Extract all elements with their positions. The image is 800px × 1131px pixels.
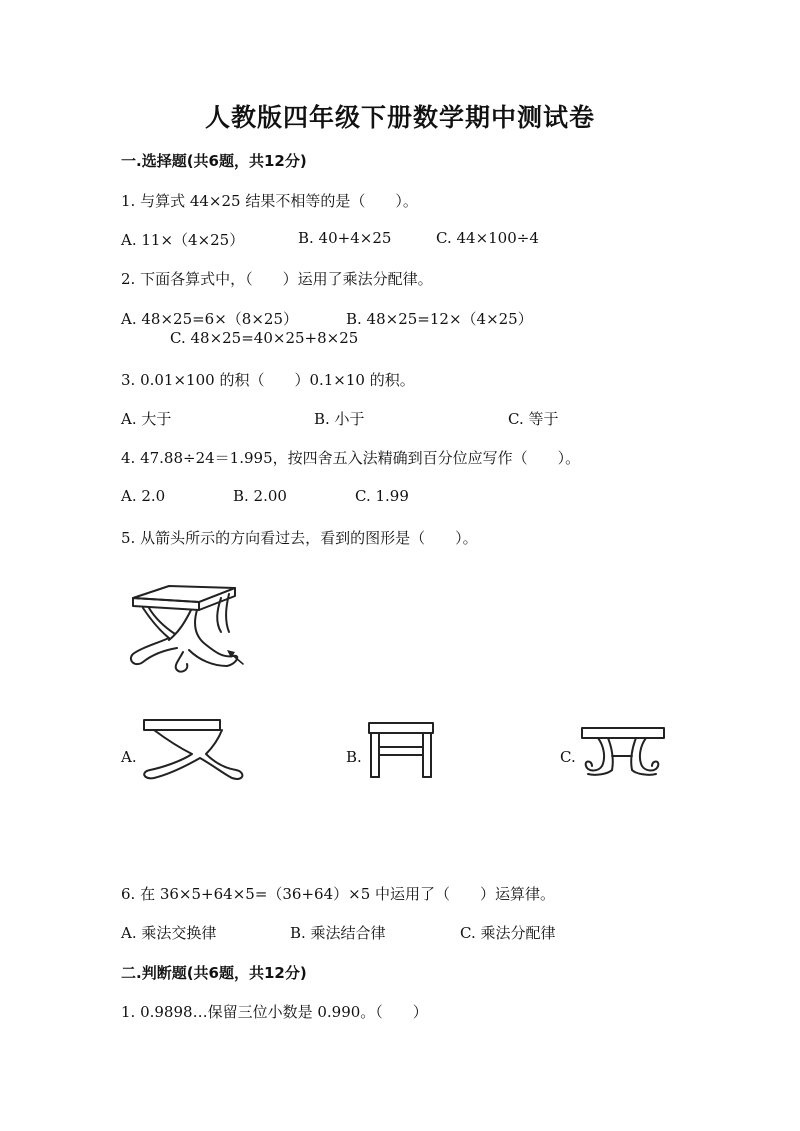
q6-option-c: C. 乘法分配律 <box>460 924 556 942</box>
q1-option-c: C. 44×100÷4 <box>436 229 539 247</box>
front-view-option-c-figure <box>578 722 678 792</box>
q6-option-a: A. 乘法交换律 <box>121 924 217 942</box>
q5-option-c: C. <box>560 748 576 766</box>
question-4: 4. 47.88÷24＝1.995，按四舍五入法精确到百分位应写作（ ）。 <box>121 449 581 467</box>
q3-option-c: C. 等于 <box>508 410 559 428</box>
question-5: 5. 从箭头所示的方向看过去，看到的图形是（ ）。 <box>121 529 478 547</box>
q2-option-b: B. 48×25=12×（4×25） <box>346 310 533 328</box>
q6-option-b: B. 乘法结合律 <box>290 924 386 942</box>
question-3: 3. 0.01×100 的积（ ）0.1×10 的积。 <box>121 371 415 389</box>
question-6: 6. 在 36×5+64×5=（36+64）×5 中运用了（ ）运算律。 <box>121 885 556 903</box>
section-heading-choice: 一.选择题(共6题，共12分) <box>121 152 307 170</box>
q1-option-a: A. 11×（4×25） <box>121 231 245 249</box>
page-title: 人教版四年级下册数学期中测试卷 <box>204 103 595 132</box>
q2-option-c: C. 48×25=40×25+8×25 <box>170 329 359 347</box>
q1-option-b: B. 40+4×25 <box>298 229 392 247</box>
stool-figure <box>125 580 255 680</box>
judgment-question-1: 1. 0.9898…保留三位小数是 0.990。（ ） <box>121 1003 428 1021</box>
front-view-option-a-figure <box>140 712 250 782</box>
q3-option-a: A. 大于 <box>121 410 172 428</box>
front-view-option-b-figure <box>365 717 445 787</box>
q4-option-a: A. 2.0 <box>121 487 166 505</box>
q4-option-b: B. 2.00 <box>233 487 287 505</box>
q3-option-b: B. 小于 <box>314 410 365 428</box>
question-1: 1. 与算式 44×25 结果不相等的是（ ）。 <box>121 192 418 210</box>
section-heading-judgment: 二.判断题(共6题，共12分) <box>121 964 307 982</box>
q5-option-b: B. <box>346 748 362 766</box>
q2-option-a: A. 48×25=6×（8×25） <box>121 310 298 328</box>
q4-option-c: C. 1.99 <box>355 487 409 505</box>
question-2: 2. 下面各算式中，（ ）运用了乘法分配律。 <box>121 270 433 288</box>
q5-option-a: A. <box>121 748 137 766</box>
